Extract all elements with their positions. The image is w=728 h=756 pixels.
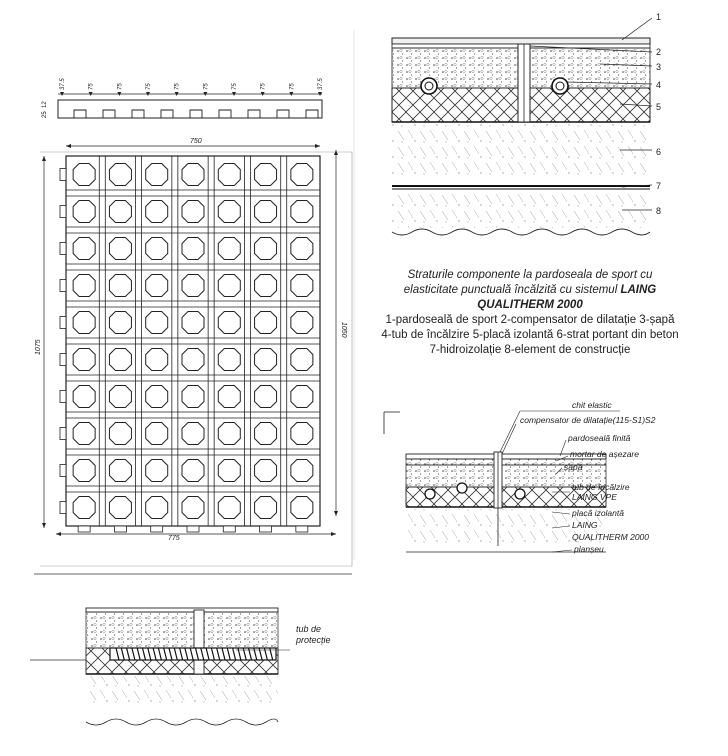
profile-notch [103,110,115,118]
profile-label: 75 [232,83,238,90]
profile-notch [132,110,144,118]
label-compensator: compensator de dilatație(115-S1)S2 [520,415,656,425]
plan-knob [109,386,131,408]
plan-knob [73,238,95,260]
plan-knob [218,201,240,223]
plan-knob [182,349,204,371]
profile-height-25: 25 [42,111,48,118]
profile-label: 75 [289,83,296,90]
plan-knob [73,312,95,334]
figure-caption [380,268,680,358]
label-pardoseala-finita: pardoseală finită [568,433,631,443]
label-sapa: șapă [564,462,583,472]
plan-view [35,138,352,566]
plan-knob [73,497,95,519]
plan-knob [255,460,277,482]
label-qualitherm: QUALITHERM 2000 [572,532,649,542]
section-num-6: 6 [656,147,662,157]
plan-knob [109,497,131,519]
profile-label: 37.5 [60,78,66,90]
plan-knob [291,164,313,186]
plan-knob [218,423,240,445]
plan-knob [291,238,313,260]
plan-knob [73,164,95,186]
plan-knob [291,201,313,223]
edge-tab [78,526,90,532]
plan-knob [255,386,277,408]
plan-knob [109,164,131,186]
plan-knob [73,201,95,223]
plan-knob [255,349,277,371]
label-laing: LAING [572,520,598,530]
layer-section [392,12,661,235]
plan-knob [109,460,131,482]
plan-knob [218,460,240,482]
profile-label: 75 [260,83,267,90]
edge-tab [60,428,66,440]
section-num-1: 1 [656,12,662,22]
plan-knob [291,460,313,482]
label-planseu: planșeu [574,544,604,554]
plan-knob [182,275,204,297]
plan-knob [255,275,277,297]
profile-notch [306,110,318,118]
profile-notch [74,110,86,118]
plan-knob [109,312,131,334]
caption-title [380,268,680,313]
label-tub-incalzire: tub de încălzire [572,482,630,492]
plan-knob [291,312,313,334]
section-num-7: 7 [656,181,662,191]
profile-notch [161,110,173,118]
plan-knob [218,497,240,519]
section-num-2: 2 [656,47,662,57]
plan-knob [218,238,240,260]
caption-brand: LAING QUALITHERM 2000 [477,284,657,311]
plan-knob [109,275,131,297]
plan-knob [255,423,277,445]
plan-knob [73,386,95,408]
plan-knob [109,201,131,223]
plan-knob [73,349,95,371]
profile-label: 75 [88,83,95,90]
plan-knob [291,497,313,519]
edge-tab [114,526,126,532]
plan-knob [182,460,204,482]
plan-knob [73,275,95,297]
profile-notch [277,110,289,118]
profile-notch [248,110,260,118]
dim-left-1075: 1075 [35,339,42,355]
edge-tab [60,465,66,477]
profile-label: 75 [174,83,181,90]
plan-knob [255,201,277,223]
edge-tab [151,526,163,532]
profile-label: 75 [146,83,152,90]
profile-label: 75 [117,83,124,90]
profile-notch [190,110,202,118]
plan-knob [146,497,168,519]
plan-knob [182,386,204,408]
protection-tube-detail [30,608,331,725]
plan-knob [218,312,240,334]
plan-knob [182,312,204,334]
plan-knob [146,275,168,297]
plan-knob [255,312,277,334]
label-chit-elastic: chit elastic [572,400,612,410]
joint-detail [384,400,656,554]
plan-knob [291,349,313,371]
edge-tab [60,169,66,181]
caption-title-text: Straturile componente la pardoseala de sport cu elasticitate punctuală încălzită cu sistemul [403,269,653,296]
plan-knob [255,238,277,260]
plan-knob [73,423,95,445]
plan-knob [291,423,313,445]
section-num-3: 3 [656,62,662,72]
section-num-5: 5 [656,102,662,112]
edge-tab [60,502,66,514]
plan-knob [73,460,95,482]
plan-knob [109,423,131,445]
plan-knob [146,312,168,334]
profile-label: 75 [203,83,210,90]
edge-tab [60,317,66,329]
plan-knob [255,497,277,519]
plan-knob [291,275,313,297]
label-placa-izolanta: placă izolantă [572,508,624,518]
plan-knob [182,423,204,445]
plan-knob [182,238,204,260]
profile-label: 37.5 [318,78,324,90]
label-laing-vpe: LAING VPE [572,492,617,502]
plan-knob [255,164,277,186]
plan-knob [291,386,313,408]
plan-knob [109,238,131,260]
dim-right-1050: 1050 [340,322,347,338]
plan-knob [182,164,204,186]
label-protectie: protecție [296,635,331,645]
edge-tab [60,280,66,292]
plan-knob [146,349,168,371]
plan-knob [146,201,168,223]
panel-profile [42,78,324,118]
plan-knob [146,164,168,186]
plan-knob [146,423,168,445]
plan-knob [109,349,131,371]
plan-knob [182,497,204,519]
profile-notch [219,110,231,118]
edge-tab [60,354,66,366]
edge-tab [187,526,199,532]
caption-legend: 1-pardoseală de sport 2-compensator de dilatație 3-șapă 4-tub de încălzire 5-placă izolantă 6-strat portant din beton 7-hidroizolație 8-element de construcție [381,314,679,356]
label-tub-de: tub de [296,624,322,634]
plan-knob [146,386,168,408]
dim-top-750: 750 [190,138,202,145]
profile-height-12: 12 [42,101,48,108]
plan-knob [182,201,204,223]
plan-knob [146,460,168,482]
section-num-4: 4 [656,80,662,90]
plan-knob [218,275,240,297]
section-num-8: 8 [656,206,662,216]
edge-tab [60,243,66,255]
label-mortar: mortar de așezare [570,449,639,459]
edge-tab [296,526,308,532]
plan-knob [218,164,240,186]
edge-tab [60,391,66,403]
plan-knob [218,386,240,408]
dim-bottom-775: 775 [168,535,180,542]
plan-knob [146,238,168,260]
edge-tab [223,526,235,532]
edge-tab [260,526,272,532]
plan-knob [218,349,240,371]
edge-tab [60,206,66,218]
